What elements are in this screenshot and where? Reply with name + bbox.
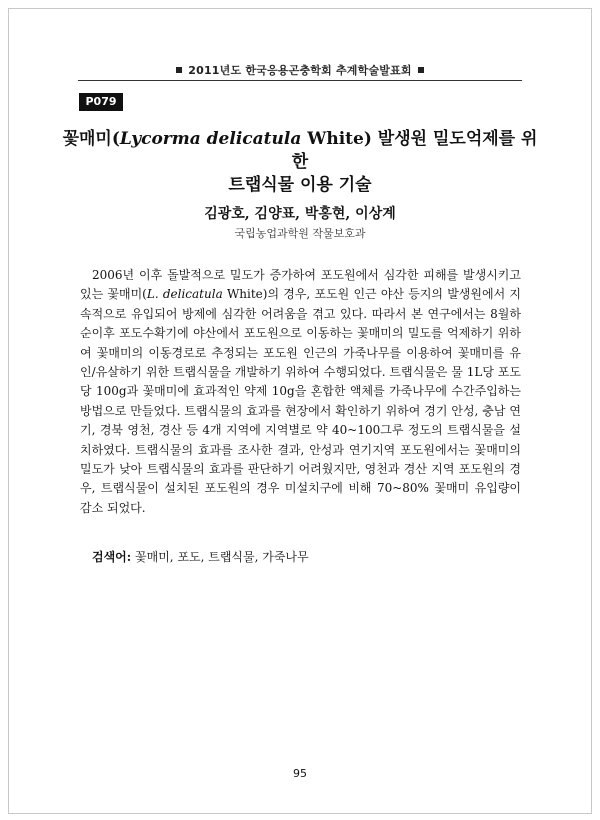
- keywords: [92, 548, 309, 565]
- poster-id-badge: P079: [79, 93, 123, 111]
- paper-title: [60, 128, 540, 197]
- keywords-label: 검색어:: [92, 550, 132, 564]
- title-species: Lycorma delicatula: [119, 129, 302, 149]
- abstract-after-species: White)의 경우, 포도원 인근 야산 등지의 발생원에서 지속적으로 유입되어 방제에 심각한 어려움을 겪고 있다. 따라서 본 연구에서는 8월하순이후 포도수확기에 야산에서 포도원으로 이동하는 꽃매미의 밀도를 억제하기 위하여 꽃매미의 이동경로로 추정되는 포도원 인근의 가죽나무를 이용하여 꽃매미를 유인/유살하기 위한 트랩식물을 개발하기 위하여 수행되었다. 트랩식물은 물 1L당 포도당 100g과 꽃매미에 효과적인 약제 10g을 혼합한 액체를 가죽나무에 수간주입하는 방법으로 만들었다. 트랩식물의 효과를 현장에서 확인하기 위하여 경기 안성, 충남 연기, 경북 영천, 경산 등 4개 지역에 지역별로 약 40~100그루 정도의 트랩식물을 설치하였다. 트랩식물의 효과를 조사한 결과, 안성과 연기지역 포도원에서는 꽃매미의 밀도가 낮아 트랩식물의 효과를 판단하기 어려웠지만, 영천과 경산 지역 포도원의 경우, 트랩식물이 설치된 포도원의 경우 미설치구에 비해 70~80% 꽃매미 유입량이 감소 되었다.: [80, 287, 521, 515]
- conference-header-text: 2011년도 한국응용곤충학회 추계학술발표회: [188, 64, 412, 77]
- keywords-value: 꽃매미, 포도, 트랩식물, 가죽나무: [131, 550, 309, 564]
- header-rule: [78, 80, 522, 81]
- conference-header: [0, 62, 600, 78]
- title-part2: White) 발생원 밀도억제를 위한: [291, 129, 538, 172]
- square-bullet-icon: [176, 67, 182, 73]
- title-line2: 트랩식물 이용 기술: [228, 175, 372, 195]
- abstract: [80, 266, 521, 518]
- abstract-before-species: 2006년 이후 돌발적으로 밀도가 증가하여 포도원에서 심각한 피해를 발생시키고 있는 꽃매미(: [80, 268, 521, 302]
- square-bullet-icon: [418, 67, 424, 73]
- authors: 김광호, 김양표, 박홍현, 이상계: [204, 206, 396, 222]
- title-part1: 꽃매미(: [62, 129, 120, 149]
- affiliation: 국립농업과학원 작물보호과: [234, 227, 366, 240]
- page-number: 95: [293, 767, 307, 780]
- abstract-species: L. delicatula: [146, 287, 223, 302]
- abstract-paragraph: [80, 266, 521, 518]
